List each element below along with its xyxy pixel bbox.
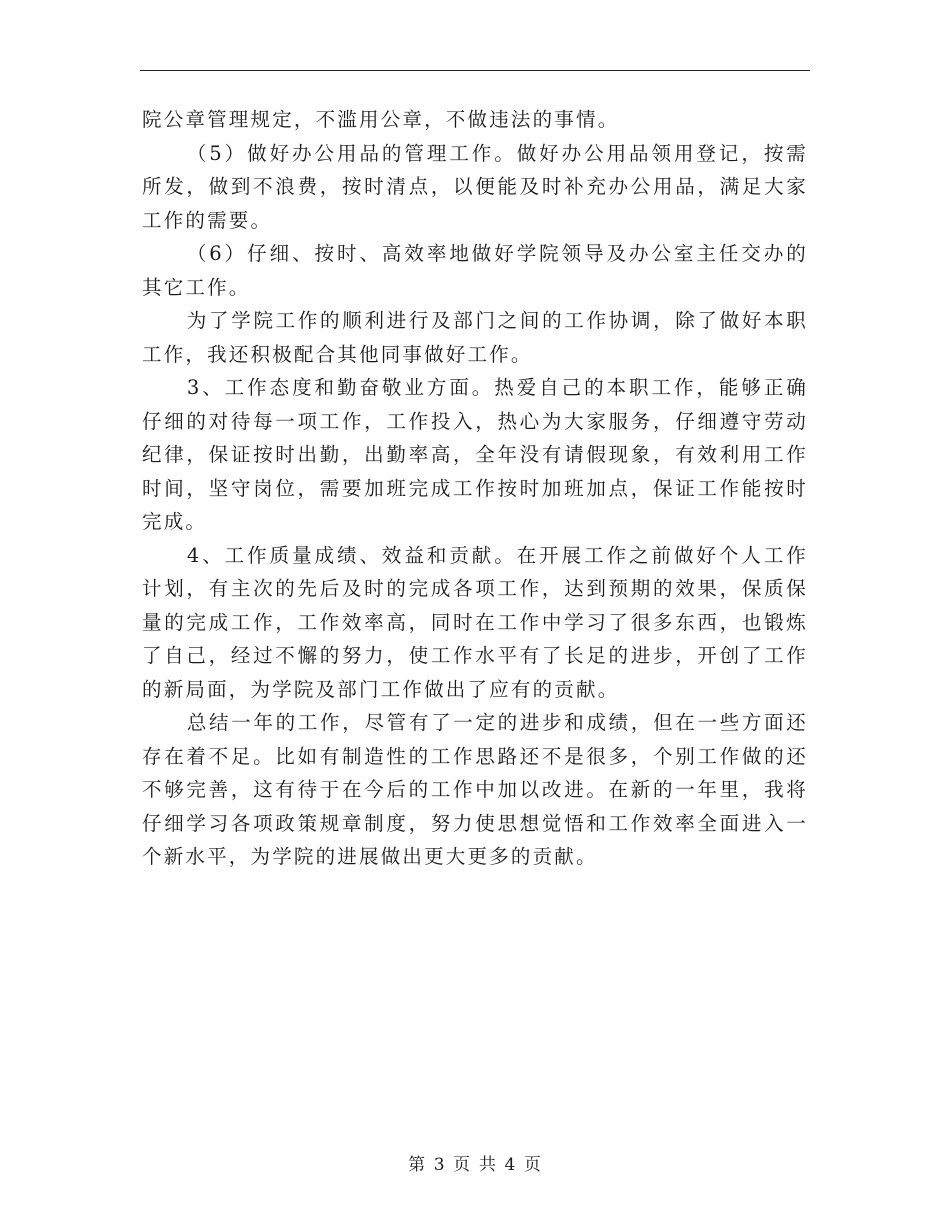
paragraph-3: （6）仔细、按时、高效率地做好学院领导及办公室主任交办的其它工作。 bbox=[142, 242, 808, 299]
footer-page-prefix: 第 bbox=[408, 1155, 427, 1175]
footer-page-word: 页 bbox=[453, 1155, 472, 1175]
paragraph-6: 4、工作质量成绩、效益和贡献。在开展工作之前做好个人工作计划，有主次的先后及时的完成各项工作，达到预期的效果，保质保量的完成工作，工作效率高，同时在工作中学习了很多东西，也锻炼了自己，经过不懈的努力，使工作水平有了长足的进步，开创了工作的新局面，为学院及部门工作做出了应有的贡献。 bbox=[142, 543, 808, 701]
document-body bbox=[142, 103, 808, 874]
page-footer bbox=[0, 1150, 950, 1175]
footer-total-suffix: 页 bbox=[523, 1155, 542, 1175]
paragraph-5: 3、工作态度和勤奋敬业方面。热爱自己的本职工作，能够正确仔细的对待每一项工作，工作投入，热心为大家服务，仔细遵守劳动纪律，保证按时出勤，出勤率高，全年没有请假现象，有效利用工作时间，坚守岗位，需要加班完成工作按时加班加点，保证工作能按时完成。 bbox=[142, 376, 808, 533]
footer-total-prefix: 共 bbox=[478, 1155, 497, 1175]
footer-current-page: 3 bbox=[433, 1155, 446, 1175]
paragraph-7: 总结一年的工作，尽管有了一定的进步和成绩，但在一些方面还存在着不足。比如有制造性的工作思路还不是很多，个别工作做的还不够完善，这有待于在今后的工作中加以改进。在新的一年里，我将仔细学习各项政策规章制度，努力使思想觉悟和工作效率全面进入一个新水平，为学院的进展做出更大更多的贡献。 bbox=[142, 711, 808, 868]
paragraph-4: 为了学院工作的顺利进行及部门之间的工作协调，除了做好本职工作，我还积极配合其他同事做好工作。 bbox=[142, 309, 808, 366]
paragraph-1: 院公章管理规定，不滥用公章，不做违法的事情。 bbox=[142, 108, 620, 131]
footer-total-pages: 4 bbox=[504, 1155, 517, 1175]
header-rule bbox=[140, 70, 810, 71]
paragraph-2: （5）做好办公用品的管理工作。做好办公用品领用登记，按需所发，做到不浪费，按时清点，以便能及时补充办公用品，满足大家工作的需要。 bbox=[142, 141, 808, 232]
